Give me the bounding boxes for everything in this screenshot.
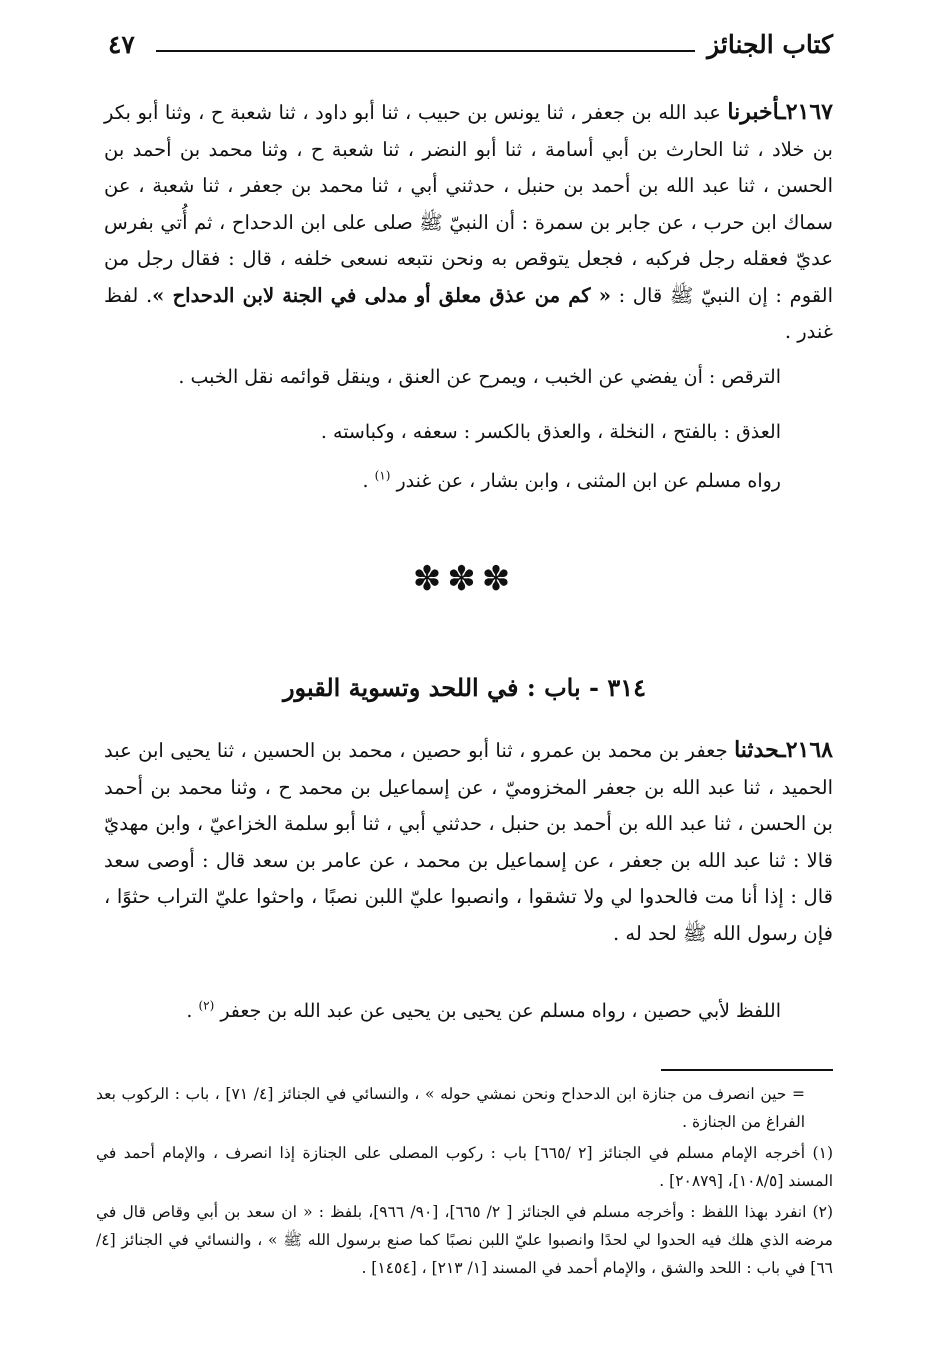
hadith-number: ٢١٦٨ـ — [779, 737, 833, 763]
hadith-text: جعفر بن محمد بن عمرو ، ثنا أبو حصين ، محمد بن الحسين ، ثنا يحيى ابن عبد الحميد ، ثنا عبد الله بن جعفر المخزوميّ ، عن إسماعيل بن محمد ح ، وثنا محمد بن أحمد بن الحسن ، ثنا عبد الله بن أحمد بن حنبل ، حدثني أبي ، ثنا أبو سلمة الخزاعيّ ، وابن مهديّ قالا : ثنا عبد الله بن جعفر ، عن إسماعيل بن محمد ، عن عامر بن سعد قال : أوصى سعد قال : إذا أنا مت فالحدوا لي ولا تشقوا ، وانصبوا عليّ اللبن نصبًا ، واحثوا عليّ التراب حثوًا ، فإن رسول الله ﷺ لحد له . — [104, 739, 833, 945]
footnotes — [96, 1080, 833, 1285]
header-rule — [156, 50, 695, 52]
footnote-1: (١) أخرجه الإمام مسلم في الجنائز [٢ /٦٦٥] باب : ركوب المصلى على الجنازة إذا انصرف ، والإمام أحمد في المسند [١٠٨/٥]، [٢٠٨٧٩] . — [96, 1144, 833, 1190]
hadith-2167 — [104, 94, 833, 351]
lafz-end: . — [186, 1000, 199, 1022]
riwaya-text: رواه مسلم عن ابن المثنى ، وابن بشار ، عن غندر — [396, 470, 781, 492]
gloss-adhq: العذق : بالفتح ، النخلة ، والعذق بالكسر : سعفه ، وكباسته . — [320, 421, 781, 443]
hadith-text: عبد الله بن جعفر ، ثنا يونس بن حبيب ، ثنا أبو داود ، ثنا شعبة ح ، وثنا أبو بكر بن خلاد ، ثنا الحارث بن أبي أسامة ، ثنا أبو النضر ، ثنا شعبة ح ، وثنا محمد بن أحمد بن الحسن ، ثنا عبد الله بن أحمد بن حنبل ، حدثني أبي ، ثنا محمد بن جعفر ، ثنا شعبة ، عن سماك ابن حرب ، عن جابر بن سمرة : أن النبيّ ﷺ صلى على ابن الدحداح ، ثم أُتي بفرس عديّ فعقله رجل فركبه ، فجعل يتوقص به ونحن نتبعه نسعى خلفه ، قال : فقال رجل من القوم : إن النبيّ ﷺ قال : — [104, 101, 833, 307]
lafz-note — [104, 998, 781, 1024]
chapter-heading: ٣١٤ - باب : في اللحد وتسوية القبور — [282, 673, 647, 702]
footnote-ref-2[interactable]: (٢) — [198, 998, 215, 1013]
riwaya-note — [104, 468, 781, 494]
footnote-ref-1[interactable]: (١) — [374, 468, 391, 483]
hadith-verb: حدثنا — [734, 737, 780, 763]
hadith-number: ٢١٦٧ـ — [779, 99, 833, 125]
hadith-text-end: . لفظ غندر . — [104, 283, 833, 343]
prophetic-quote: « كم من عذق معلق أو مدلى في الجنة لابن الدحداح » — [152, 283, 611, 307]
footnote-continuation: = حين انصرف من جنازة ابن الدحداح ونحن نمشي حوله » ، والنسائي في الجنائز [٤/ ٧١] ، باب : الركوب بعد الفراغ من الجنازة . — [96, 1085, 805, 1131]
hadith-verb: أخبرنا — [727, 99, 780, 125]
riwaya-end: . — [362, 470, 375, 492]
book-title: كتاب الجنائز — [707, 30, 833, 59]
hadith-2168 — [104, 732, 833, 952]
gloss-taraqqus: الترقص : أن يفضي عن الخبب ، ويمرح عن العنق ، وينقل قوائمه نقل الخبب . — [178, 366, 781, 388]
page-number: ٤٧ — [108, 30, 135, 59]
section-separator: ✽✽✽ — [412, 559, 517, 599]
footnote-rule — [661, 1069, 833, 1071]
lafz-text: اللفظ لأبي حصين ، رواه مسلم عن يحيى بن يحيى عن عبد الله بن جعفر — [220, 1000, 781, 1022]
running-header — [108, 30, 833, 70]
footnote-2: (٢) انفرد بهذا اللفظ : وأخرجه مسلم في الجنائز [ ٢/ ٦٦٥]، [٩٠/ ٩٦٦]، بلفظ : « ان سعد بن أبي وقاص قال في مرضه الذي هلك فيه الحدوا لي لحدًا وانصبوا عليّ اللبن نصبًا كما صنع برسول الله ﷺ » ، والنسائي في الجنائز [٤/ ٦٦] في باب : اللحد والشق ، والإمام أحمد في المسند [١/ ٢١٣] ، [١٤٥٤] . — [96, 1203, 833, 1277]
